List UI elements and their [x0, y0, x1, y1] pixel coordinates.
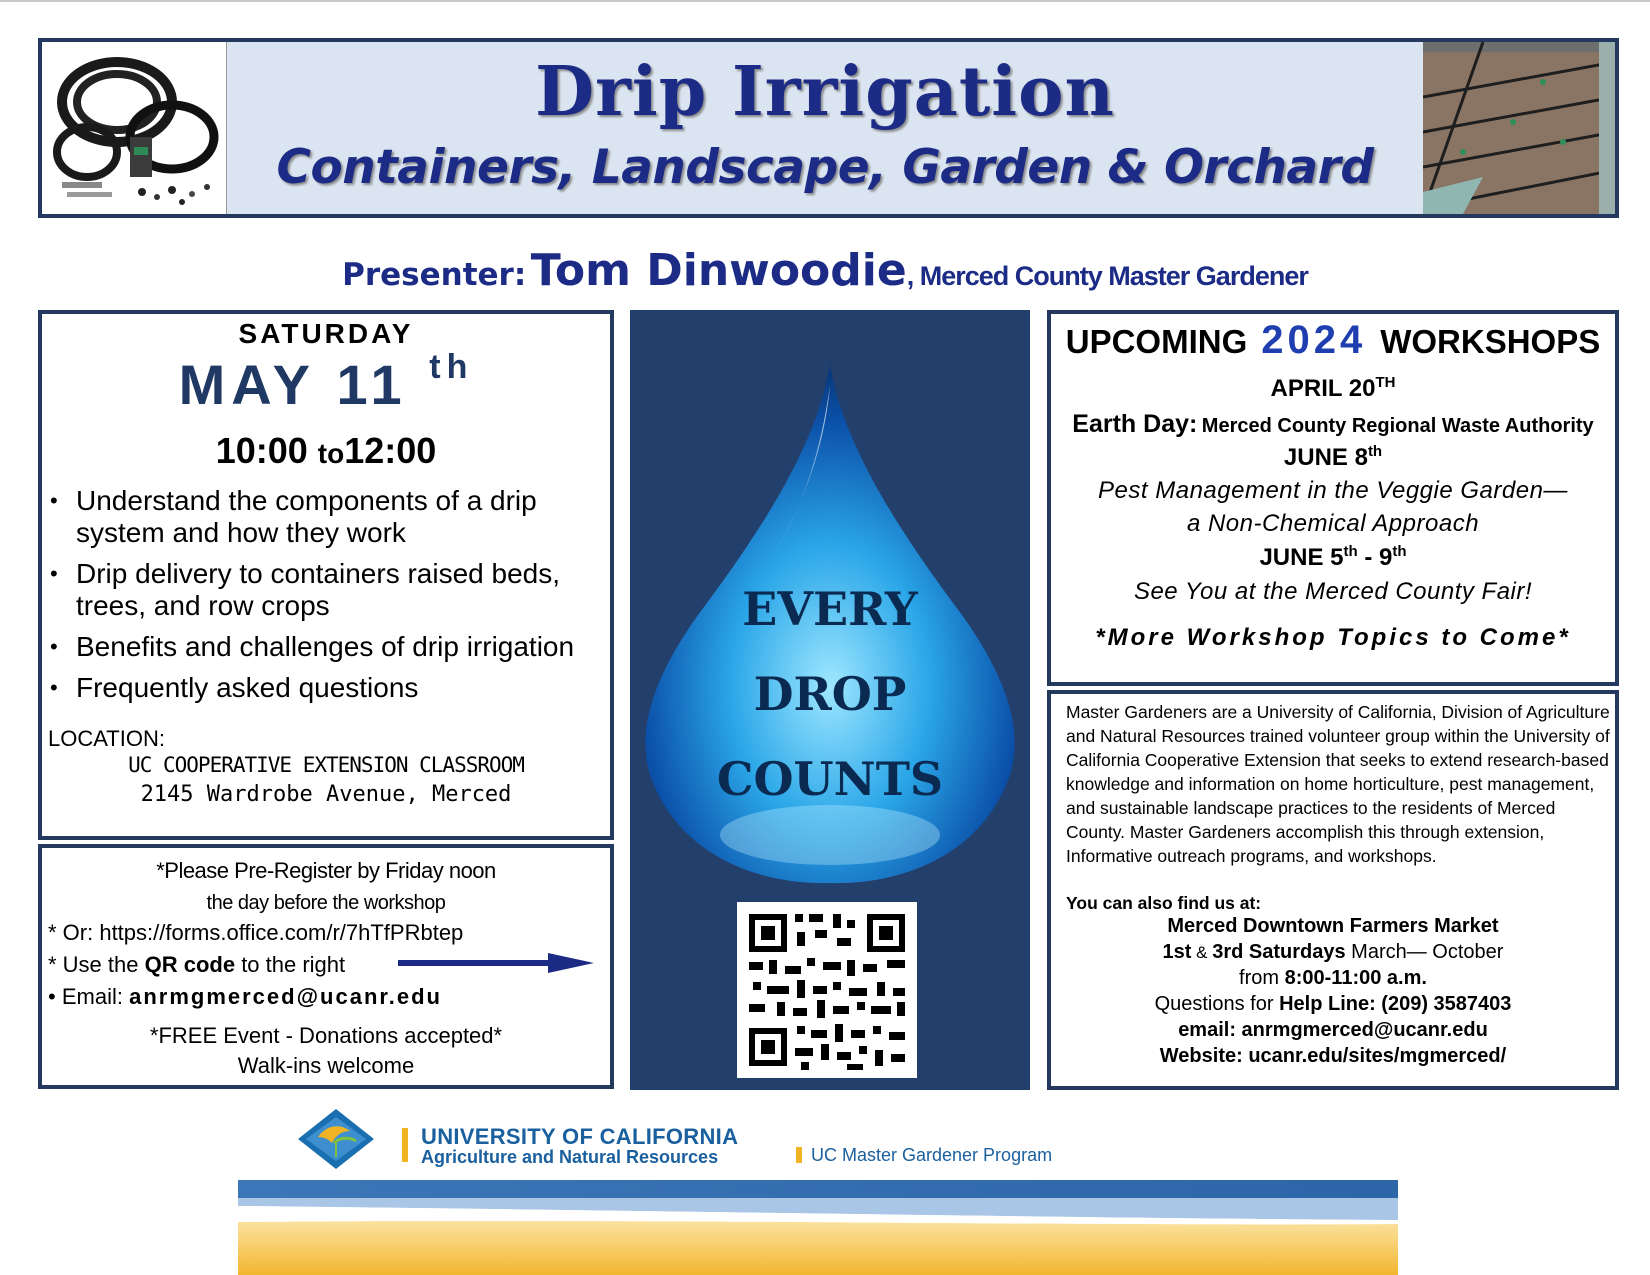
- uc-name: UNIVERSITY OF CALIFORNIA: [421, 1124, 739, 1149]
- list-item: • Understand the components of a drip system and how they work: [48, 485, 604, 549]
- topic-list: [48, 485, 604, 713]
- drop-text-counts: COUNTS: [716, 752, 944, 806]
- walkins-note: Walk-ins welcome: [237, 1053, 415, 1078]
- free-event-note: *FREE Event - Donations accepted*: [149, 1023, 503, 1048]
- workshop-2-title-line1: Pest Management in the Veggie Garden—: [1098, 477, 1568, 504]
- preregister-line: *Please Pre-Register by Friday noon: [156, 858, 496, 883]
- presenter-name: Tom Dinwoodie: [530, 245, 907, 296]
- qr-code[interactable]: [737, 902, 917, 1078]
- drop-text-every: EVERY: [742, 582, 918, 636]
- drop-text-drop: DROP: [753, 667, 907, 721]
- presenter-line: Presenter: Tom Dinwoodie, Merced County Master Gardener: [342, 245, 1308, 296]
- uc-anr-logo-icon: [296, 1107, 376, 1171]
- workshop-2-title-line2: a Non-Chemical Approach: [1186, 510, 1480, 537]
- workshop-1-title: Earth Day: Merced County Regional Waste Authority: [1072, 410, 1594, 438]
- mg-gold-bar: [796, 1147, 802, 1163]
- list-item: • Benefits and challenges of drip irrigation: [48, 631, 604, 663]
- qr-instruction: * Use the QR code to the right: [48, 952, 346, 977]
- drip-kit-image: [42, 42, 227, 214]
- help-line: Questions for Help Line: (209) 3587403: [1154, 993, 1512, 1015]
- workshop-1-date: APRIL 20TH: [1270, 374, 1396, 402]
- location-label: LOCATION:: [48, 726, 165, 751]
- page-title: Drip Irrigation: [535, 52, 1115, 132]
- location-place: UC COOPERATIVE EXTENSION CLASSROOM: [128, 753, 524, 777]
- workshop-2-date: JUNE 8th: [1283, 443, 1383, 471]
- uc-division: Agriculture and Natural Resources: [421, 1147, 719, 1167]
- event-time: 10:00 to12:00: [215, 430, 437, 471]
- list-item: • Frequently asked questions: [48, 672, 604, 704]
- location-address: 2145 Wardrobe Avenue, Merced: [140, 782, 512, 807]
- find-us-label: You can also find us at:: [1066, 893, 1262, 913]
- more-topics-note: *More Workshop Topics to Come*: [1095, 624, 1571, 651]
- workshop-3-date: JUNE 5th - 9th: [1259, 543, 1407, 571]
- presenter-role: Merced County Master Gardener: [919, 261, 1308, 291]
- email-link[interactable]: anrmgmerced@ucanr.edu: [129, 984, 442, 1009]
- email-line: • Email: anrmgmerced@ucanr.edu: [48, 984, 442, 1009]
- top-rule: [0, 0, 1650, 2]
- info-website[interactable]: Website: ucanr.edu/sites/mgmerced/: [1159, 1045, 1507, 1067]
- preregister-note: the day before the workshop: [206, 892, 446, 914]
- uc-gold-bar: [402, 1128, 408, 1162]
- mg-program-name: UC Master Gardener Program: [811, 1145, 1053, 1165]
- farmers-market: Merced Downtown Farmers Market: [1167, 915, 1499, 937]
- water-drop-icon: [638, 355, 1022, 885]
- event-date: MAY 11 $^{th}$: [178, 348, 474, 416]
- page-subtitle: Containers, Landscape, Garden & Orchard: [276, 140, 1374, 195]
- info-email[interactable]: email: anrmgmerced@ucanr.edu: [1178, 1019, 1488, 1041]
- workshops-heading: UPCOMING 2024 WORKSHOPS: [1065, 318, 1601, 362]
- presenter-label: Presenter:: [342, 257, 527, 293]
- footer-stripe: [238, 1180, 1398, 1275]
- raised-bed-image: [1423, 42, 1615, 214]
- arrow-right-icon: [398, 953, 594, 973]
- registration-link[interactable]: * Or: https://forms.office.com/r/7hTfPRbtep: [48, 920, 464, 945]
- market-hours: from 8:00-11:00 a.m.: [1239, 967, 1427, 989]
- market-days: 1st & 3rd Saturdays March— October: [1162, 941, 1504, 963]
- event-date-suffix: th: [429, 348, 474, 387]
- list-item: • Drip delivery to containers raised beds, trees, and row crops: [48, 558, 604, 622]
- workshop-3-title: See You at the Merced County Fair!: [1133, 578, 1533, 605]
- event-day: SATURDAY: [238, 318, 414, 349]
- about-paragraph: Master Gardeners are a University of California, Division of Agriculture and Natural Resources trained volunteer group within the University of California Cooperative Extension that seeks to extend research-based knowledge and information on home horticulture, pest management, and sustainable landscape practices to the residents of Merced County. Master Gardeners accomplish this through extension, Informative outreach programs, and workshops.: [1066, 702, 1610, 866]
